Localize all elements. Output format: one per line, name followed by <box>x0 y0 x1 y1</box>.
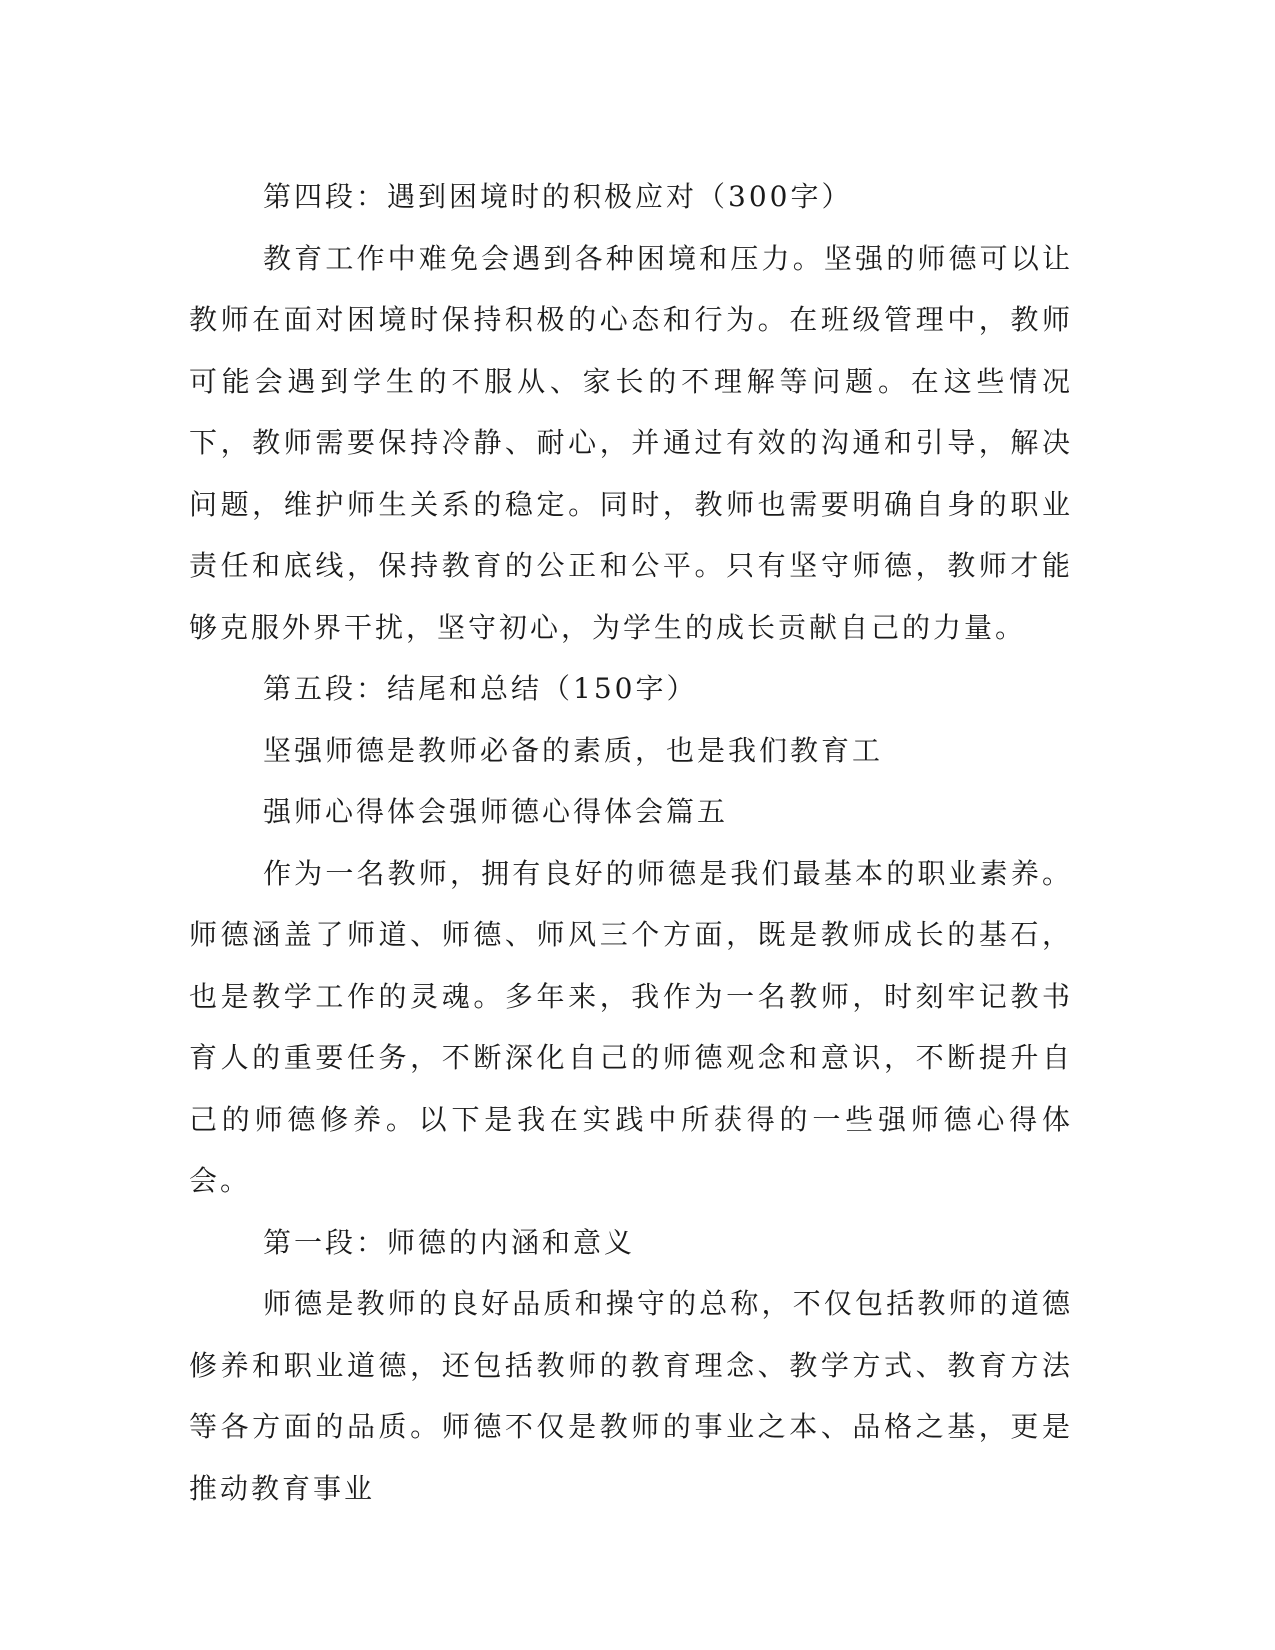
section-heading-5: 第五段：结尾和总结（150字） <box>263 672 698 705</box>
section-heading-1: 第一段：师德的内涵和意义 <box>263 1225 636 1259</box>
document-body <box>189 166 1073 1519</box>
paragraph-meaning: 师德是教师的良好品质和操守的总称，不仅包括教师的道德修养和职业道德，还包括教师的教育理念、教学方式、教育方法等各方面的品质。师德不仅是教师的事业之本、品格之基，更是推动教育事业 <box>189 1287 1073 1505</box>
article-title: 强师心得体会强师德心得体会篇五 <box>263 795 729 828</box>
section-heading-4: 第四段：遇到困境时的积极应对（300字） <box>263 180 853 213</box>
paragraph-conclusion-fragment: 坚强师德是教师必备的素质，也是我们教育工 <box>263 733 884 767</box>
paragraph-intro: 作为一名教师，拥有良好的师德是我们最基本的职业素养。师德涵盖了师道、师德、师风三个方面，既是教师成长的基石，也是教学工作的灵魂。多年来，我作为一名教师，时刻牢记教书育人的重要任务，不断深化自己的师德观念和意识，不断提升自己的师德修养。以下是我在实践中所获得的一些强师德心得体会。 <box>189 856 1073 1197</box>
paragraph-difficulties: 教育工作中难免会遇到各种困境和压力。坚强的师德可以让教师在面对困境时保持积极的心态和行为。在班级管理中，教师可能会遇到学生的不服从、家长的不理解等问题。在这些情况下，教师需要保持冷静、耐心，并通过有效的沟通和引导，解决问题，维护师生关系的稳定。同时，教师也需要明确自身的职业责任和底线，保持教育的公正和公平。只有坚守师德，教师才能够克服外界干扰，坚守初心，为学生的成长贡献自己的力量。 <box>189 241 1073 644</box>
